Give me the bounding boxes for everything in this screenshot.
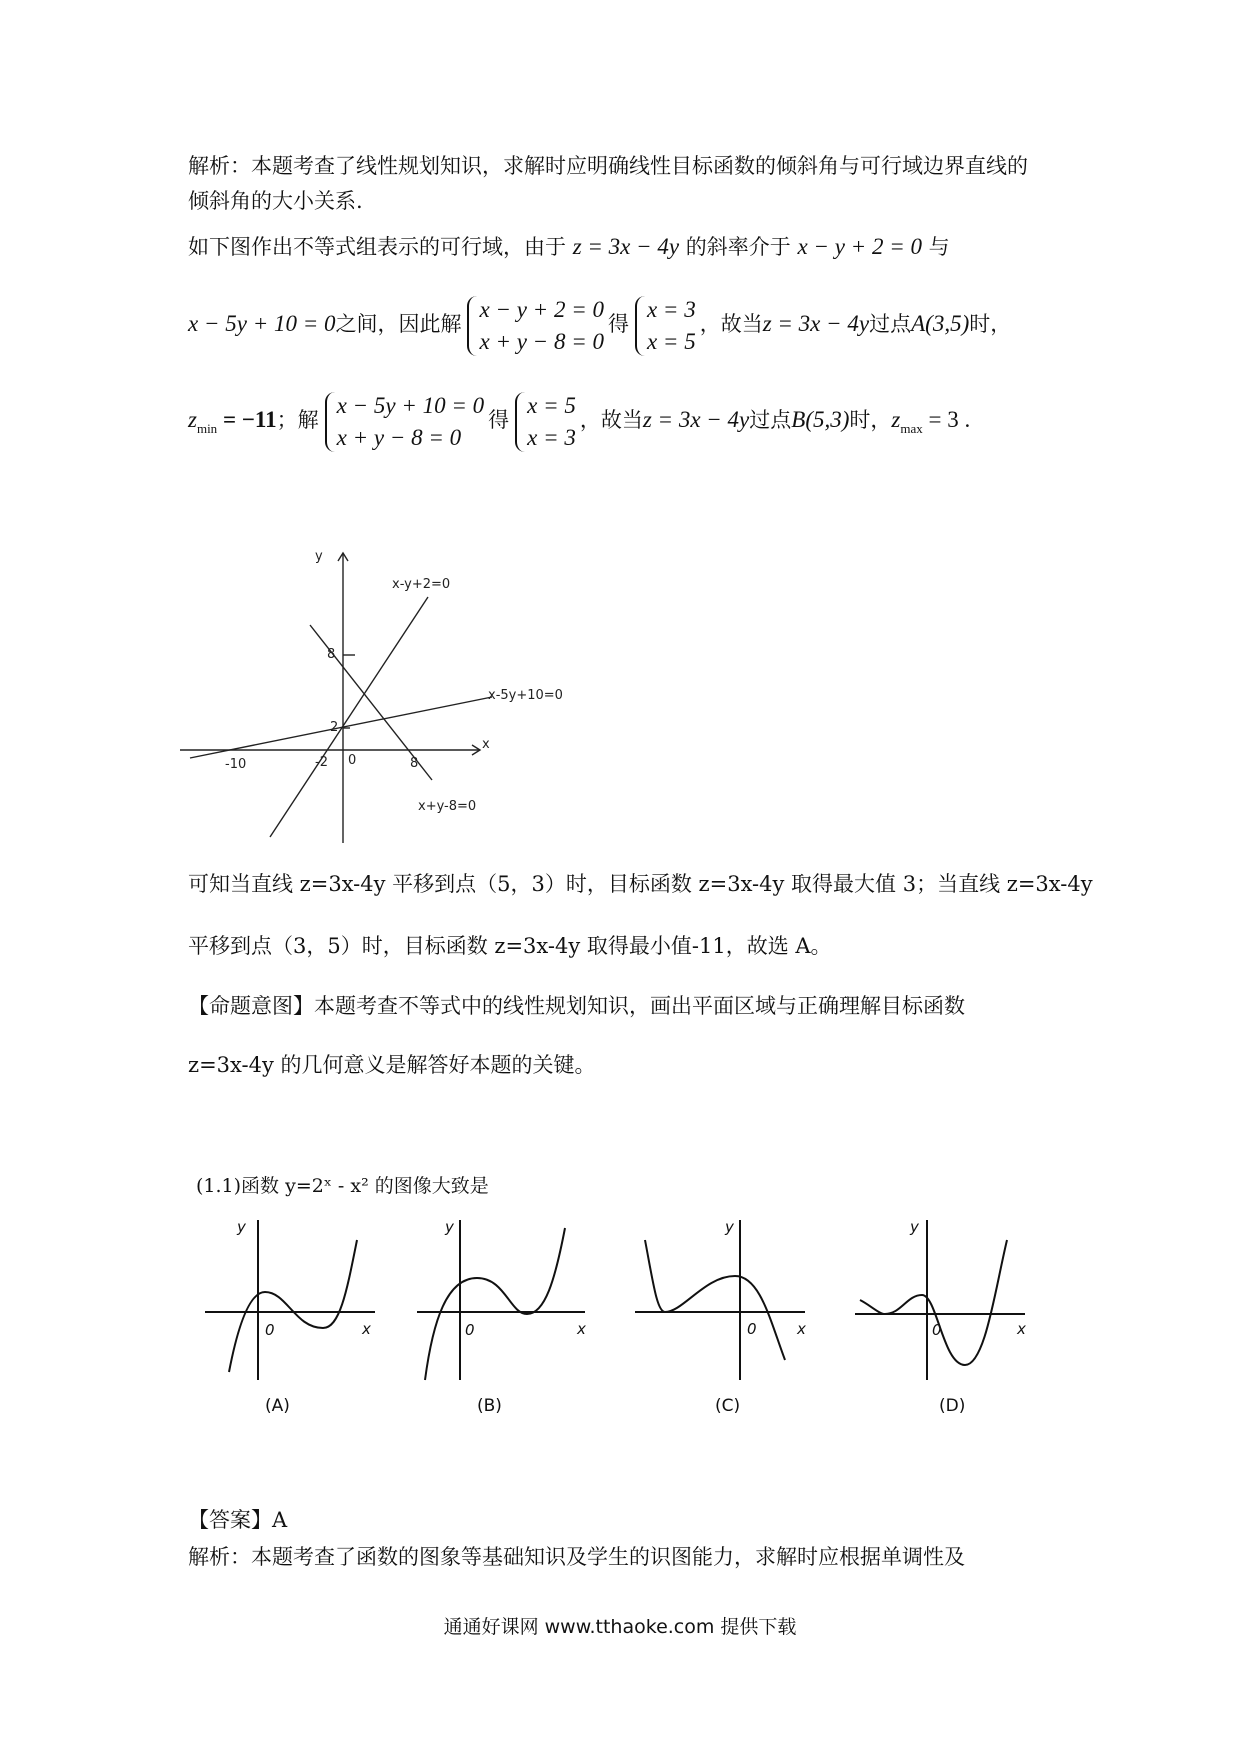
text: 如下图作出不等式组表示的可行域，由于 bbox=[188, 235, 566, 259]
text: 与 bbox=[928, 235, 950, 259]
z-min: $z_{min} = -11$ bbox=[188, 407, 277, 436]
text: ，故当 bbox=[699, 312, 763, 336]
point-b: B(5,3) bbox=[791, 407, 850, 432]
graph-b bbox=[417, 1220, 585, 1380]
label-d: (D) bbox=[939, 1396, 966, 1416]
text: 得 bbox=[607, 312, 629, 336]
tick-neg2: -2 bbox=[315, 755, 328, 770]
graph-a-x: x bbox=[362, 1320, 371, 1338]
equation: z = 3x − 4y bbox=[572, 234, 680, 259]
text: 过点 bbox=[869, 312, 912, 336]
graph-b-y: y bbox=[445, 1218, 454, 1236]
graph-d-y: y bbox=[910, 1218, 919, 1236]
page-footer: 通通好课网 www.tthaoke.com 提供下载 bbox=[443, 1616, 797, 1638]
intent-line-1: 【命题意图】本题考查不等式中的线性规划知识，画出平面区域与正确理解目标函数 bbox=[188, 994, 965, 1018]
line-x-y-plus-2 bbox=[270, 597, 428, 837]
text: 时， bbox=[969, 312, 1012, 336]
graph-a bbox=[205, 1220, 375, 1380]
y-axis-label: y bbox=[315, 549, 323, 564]
solution-system-2: x = 5 x = 3 bbox=[513, 390, 576, 454]
graph-d bbox=[855, 1220, 1025, 1380]
label-line-1: x-y+2=0 bbox=[392, 577, 451, 592]
equation: z = 3x − 4y bbox=[762, 311, 870, 336]
graph-a-origin: 0 bbox=[265, 1321, 275, 1339]
equation-system-1: x − y + 2 = 0 x + y − 8 = 0 bbox=[465, 294, 603, 358]
tick-neg10: -10 bbox=[225, 757, 247, 772]
point-a: A(3,5) bbox=[911, 311, 970, 336]
graph-c-y: y bbox=[725, 1218, 734, 1236]
tick-8: 8 bbox=[410, 756, 419, 771]
analysis-line-1: 解析：本题考查了线性规划知识，求解时应明确线性目标函数的倾斜角与可行域边界直线的 bbox=[188, 154, 1028, 178]
text: 过点 bbox=[749, 408, 792, 432]
equation-system-2: x − 5y + 10 = 0 x + y − 8 = 0 bbox=[323, 390, 484, 454]
label-line-3: x+y-8=0 bbox=[418, 799, 477, 814]
graph-c bbox=[635, 1220, 805, 1380]
label-a: (A) bbox=[265, 1396, 290, 1416]
analysis-line: 解析：本题考查了函数的图象等基础知识及学生的识图能力，求解时应根据单调性及 bbox=[188, 1545, 965, 1569]
analysis-line-2: 倾斜角的大小关系. bbox=[188, 189, 363, 213]
explanation-line-3 bbox=[188, 388, 970, 461]
graph-d-x: x bbox=[1017, 1320, 1026, 1338]
graph-a-y: y bbox=[237, 1218, 246, 1236]
graph-d-origin: 0 bbox=[932, 1321, 942, 1339]
text: 得 bbox=[488, 408, 510, 432]
text: 的斜率介于 bbox=[685, 235, 791, 259]
graph-c-x: x bbox=[797, 1320, 806, 1338]
solution-system-1: x = 3 x = 5 bbox=[633, 294, 696, 358]
explanation-line-1 bbox=[188, 233, 950, 261]
label-b: (B) bbox=[477, 1396, 502, 1416]
text: ；解 bbox=[276, 408, 319, 432]
equation: x − 5y + 10 = 0 bbox=[188, 311, 336, 336]
conclusion-line-2: 平移到点（3，5）时，目标函数 z=3x-4y 取得最小值-11，故选 A。 bbox=[188, 934, 832, 958]
text: 时， bbox=[849, 408, 892, 432]
text: 之间，因此解 bbox=[335, 312, 462, 336]
feasible-region-graph bbox=[180, 545, 600, 855]
graph-b-origin: 0 bbox=[465, 1321, 475, 1339]
equation: z = 3x − 4y bbox=[642, 407, 750, 432]
label-line-2: x-5y+10=0 bbox=[488, 688, 563, 703]
label-c: (C) bbox=[715, 1396, 741, 1416]
tick-y2-label: 2 bbox=[330, 720, 339, 735]
intent-line-2: z=3x-4y 的几何意义是解答好本题的关键。 bbox=[188, 1053, 596, 1077]
answer-line: 【答案】A bbox=[188, 1508, 288, 1532]
explanation-line-2 bbox=[188, 292, 1011, 358]
graph-b-x: x bbox=[577, 1320, 586, 1338]
tick-y8-label: 8 bbox=[327, 647, 336, 662]
equation: x − y + 2 = 0 bbox=[797, 234, 922, 259]
conclusion-line-1: 可知当直线 z=3x-4y 平移到点（5，3）时，目标函数 z=3x-4y 取得最大值 3；当直线 z=3x-4y bbox=[188, 872, 1093, 896]
question-text: (1.1)函数 y=2ˣ - x² 的图像大致是 bbox=[196, 1175, 489, 1197]
line-x-5y-plus-10 bbox=[190, 697, 492, 758]
option-graphs bbox=[195, 1210, 1075, 1420]
x-axis-label: x bbox=[482, 737, 490, 752]
z-max: $z_{max} = 3$ . bbox=[891, 407, 971, 436]
tick-origin: 0 bbox=[348, 753, 357, 768]
graph-c-origin: 0 bbox=[747, 1320, 757, 1338]
text: ，故当 bbox=[579, 408, 643, 432]
